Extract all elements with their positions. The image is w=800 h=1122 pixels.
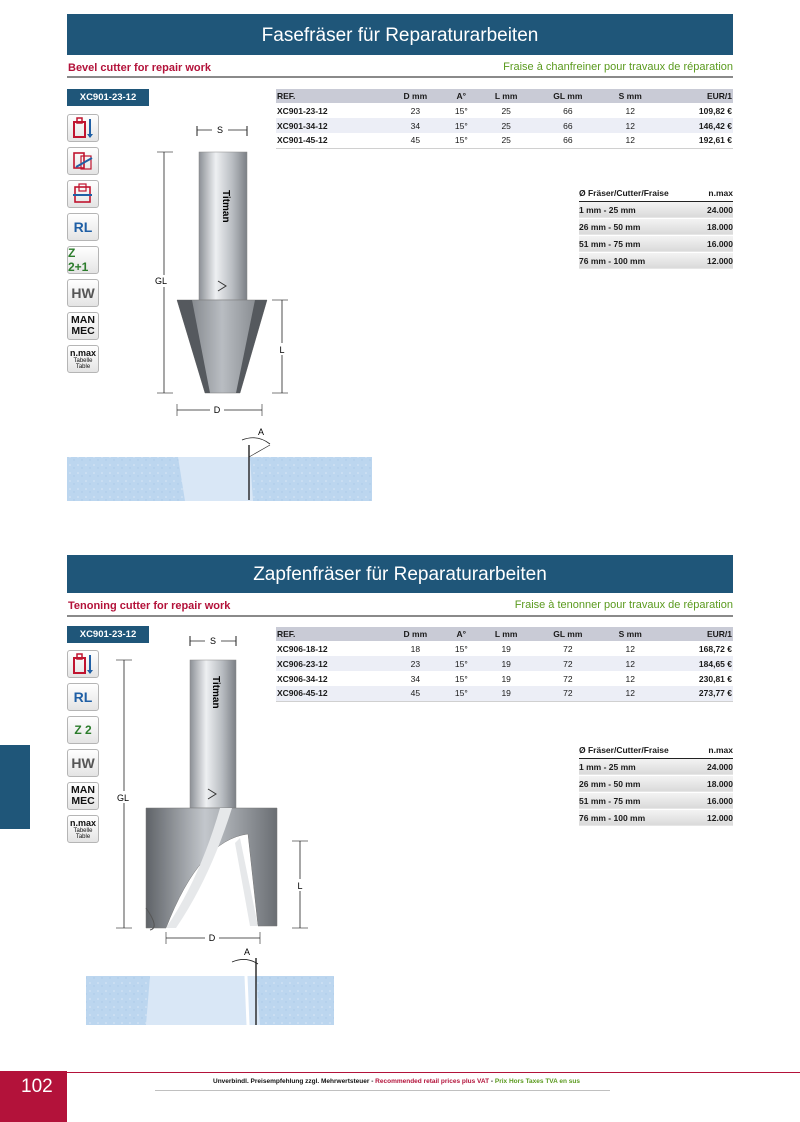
man-label: MAN [71,314,95,326]
cell: 12.000 [698,252,733,269]
cell: 25 [479,118,534,133]
cell: 12 [602,133,658,148]
speed-row [579,809,733,826]
nmax-label: n.max [69,347,96,358]
cell: 34 [387,671,444,686]
col-d: D mm [387,627,444,641]
col-s: S mm [602,89,658,103]
bevel-cutter-drawing [60,110,380,510]
dim-gl-label: GL [116,793,130,803]
cell: 18 [387,641,444,656]
cell: 19 [479,641,534,656]
dim-d-label: D [208,933,216,943]
cell: 12.000 [698,809,733,826]
speed-row [579,218,733,235]
brand-label: Titman [220,190,231,223]
col-ref: REF. [276,89,387,103]
speed-row [579,775,733,792]
cell: 184,65 € [658,656,733,671]
dim-gl-label: GL [154,276,168,286]
footer-divider [67,1072,800,1073]
cell: 15° [444,133,479,148]
cell: 72 [534,656,603,671]
cell: 12 [602,641,658,656]
col-gl: GL mm [534,89,603,103]
speed-row [579,792,733,809]
cell: 15° [444,656,479,671]
cell: 23 [387,656,444,671]
table-label: Table [75,833,91,840]
hardmetal-icon: HW [67,749,99,777]
cell: XC901-23-12 [276,103,387,118]
cell: 15° [444,671,479,686]
dim-a-label: A [258,427,265,437]
cell: 66 [534,118,603,133]
tabelle-label: Tabelle [73,827,93,834]
col-d: D mm [387,89,444,103]
cell: 26 mm - 50 mm [579,218,698,235]
cell: 23 [387,103,444,118]
cell: 34 [387,118,444,133]
section1-ref-tag: XC901-23-12 [67,89,149,106]
dim-l-label: L [297,881,303,891]
section2-subtitle-en: Tenoning cutter for repair work [68,600,231,612]
speed-row [579,758,733,775]
cell: 26 mm - 50 mm [579,775,698,792]
teeth-count-icon: Z 2 [67,716,99,744]
cell: 19 [479,656,534,671]
cell: 1 mm - 25 mm [579,201,698,218]
col-s: S mm [602,627,658,641]
section2-ref-tag: XC901-23-12 [67,626,149,643]
table-label: Table [75,363,91,370]
dim-d-label: D [213,405,221,415]
section2-divider [67,615,733,617]
speed-row [579,252,733,269]
tabelle-label: Tabelle [73,357,93,364]
cell: 15° [444,641,479,656]
footer-sep: - [489,1078,495,1085]
tenoning-cutter-drawing [80,628,360,1028]
cell: 45 [387,133,444,148]
cell: XC906-45-12 [276,686,387,701]
cell: 76 mm - 100 mm [579,252,698,269]
mec-label: MEC [71,795,95,807]
col-ref: REF. [276,627,387,641]
cell: 45 [387,686,444,701]
cell: 12 [602,656,658,671]
speed-row [579,201,733,218]
rotation-right-icon: RL [67,683,99,711]
cell: 25 [479,133,534,148]
cell: 12 [602,671,658,686]
cell: 15° [444,118,479,133]
cell: 24.000 [698,758,733,775]
mec-label: MEC [71,325,95,337]
section1-speed-table [579,186,733,270]
section1-subtitle-en: Bevel cutter for repair work [68,62,212,74]
nmax-label: n.max [69,817,96,828]
table-header-row [276,89,733,103]
cell: 12 [602,103,658,118]
col-l: L mm [479,89,534,103]
cell: 24.000 [698,201,733,218]
cell: 230,81 € [658,671,733,686]
man-label: MAN [71,784,95,796]
cell: 51 mm - 75 mm [579,792,698,809]
cell: 146,42 € [658,118,733,133]
cell: 15° [444,103,479,118]
cell: 18.000 [698,775,733,792]
cell: 16.000 [698,792,733,809]
cell: 192,61 € [658,133,733,148]
cell: XC901-45-12 [276,133,387,148]
hardmetal-icon: HW [67,279,99,307]
cell: 25 [479,103,534,118]
col-l: L mm [479,627,534,641]
cell: XC906-18-12 [276,641,387,656]
cell: XC906-34-12 [276,671,387,686]
section1-subtitle-fr: Fraise à chanfreiner pour travaux de réparation [503,61,733,73]
cell: 66 [534,103,603,118]
section1-title: Fasefräser für Reparaturarbeiten [67,14,733,55]
speed-col-nmax: n.max [698,186,733,201]
cell: 273,77 € [658,686,733,701]
footer-note-de: Unverbindl. Preisempfehlung zzgl. Mehrwertsteuer - [213,1078,376,1085]
rotation-right-icon: RL [67,213,99,241]
chapter-tab [0,745,30,829]
footer-note [213,1078,580,1085]
cell: 15° [444,686,479,701]
cell: 12 [602,686,658,701]
cell: 1 mm - 25 mm [579,758,698,775]
cell: 12 [602,118,658,133]
section2-title: Zapfenfräser für Reparaturarbeiten [67,555,733,593]
col-a: A° [444,627,479,641]
section1-divider [67,76,733,78]
speed-col-nmax: n.max [698,743,733,758]
cell: 51 mm - 75 mm [579,235,698,252]
dim-s-label: S [216,125,224,135]
cell: 109,82 € [658,103,733,118]
section2-subtitle-fr: Fraise à tenonner pour travaux de réparation [514,599,733,611]
cell: XC901-34-12 [276,118,387,133]
cell: 18.000 [698,218,733,235]
cell: 66 [534,133,603,148]
cell: 72 [534,686,603,701]
dim-l-label: L [279,345,285,355]
teeth-count-icon: Z 2+1 [67,246,99,274]
cell: 72 [534,641,603,656]
cell: 168,72 € [658,641,733,656]
speed-col-diameter: Ø Fräser/Cutter/Fraise [579,743,698,758]
section2-speed-table [579,743,733,827]
dim-s-label: S [209,636,217,646]
col-eur: EUR/1 [658,627,733,641]
cell: 76 mm - 100 mm [579,809,698,826]
footer-underline [155,1090,610,1091]
col-eur: EUR/1 [658,89,733,103]
speed-header-row [579,743,733,758]
cell: XC906-23-12 [276,656,387,671]
dim-a-label: A [244,947,251,957]
col-a: A° [444,89,479,103]
footer-note-en: Recommended retail prices plus VAT [375,1078,490,1085]
footer-note-fr: Prix Hors Taxes TVA en sus [494,1078,580,1085]
cell: 72 [534,671,603,686]
cell: 16.000 [698,235,733,252]
cell: 19 [479,671,534,686]
brand-label: Titman [210,676,221,709]
page-number: 102 [0,1071,67,1122]
col-gl: GL mm [534,627,603,641]
cell: 19 [479,686,534,701]
speed-row [579,235,733,252]
speed-col-diameter: Ø Fräser/Cutter/Fraise [579,186,698,201]
speed-header-row [579,186,733,201]
